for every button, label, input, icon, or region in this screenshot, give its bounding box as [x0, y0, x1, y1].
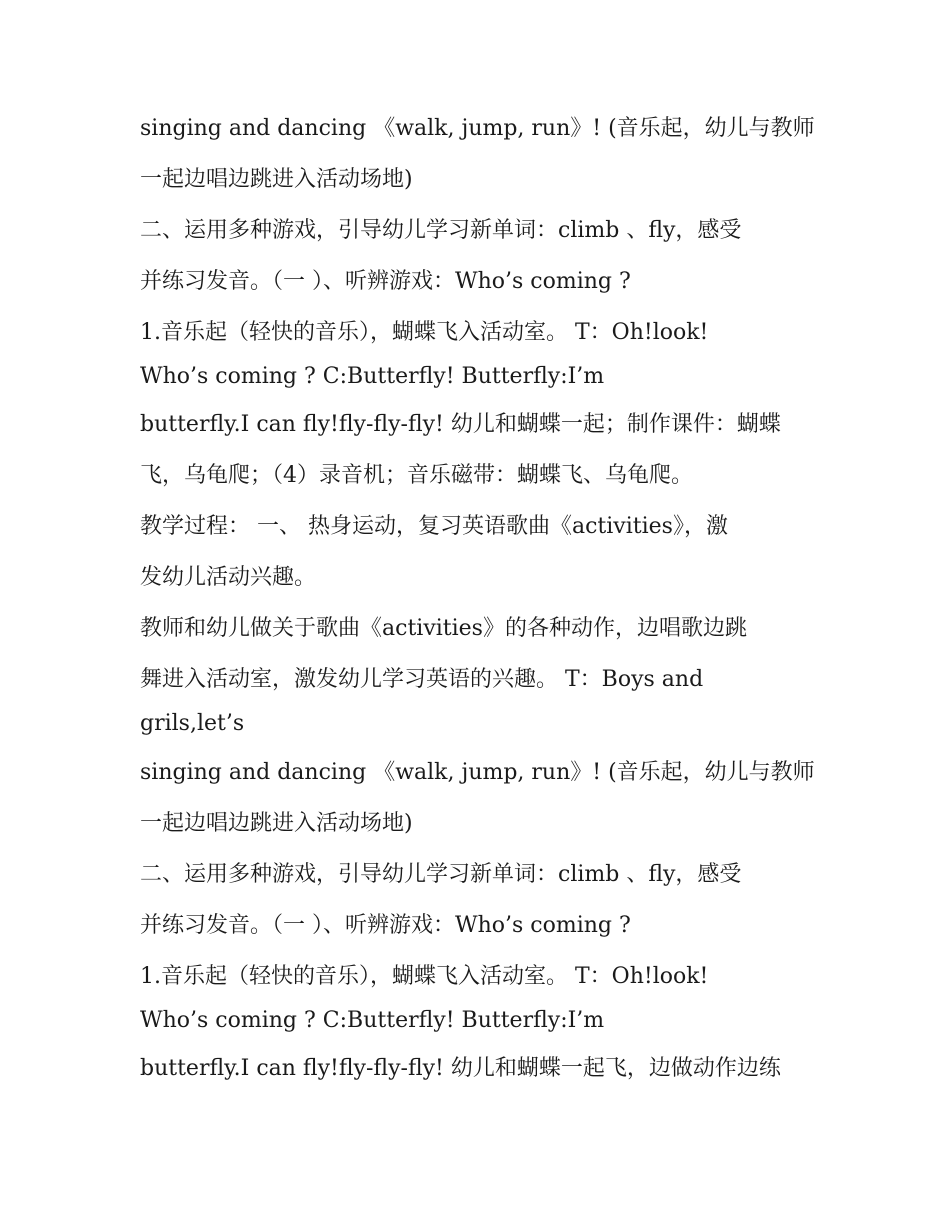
text-line: butterfly.I can fly!fly-fly-fly! 幼儿和蝴蝶一起飞，边做动作边练: [140, 1056, 781, 1081]
text-line: 教学过程： 一、 热身运动，复习英语歌曲《activities》，激: [140, 514, 728, 539]
text-line: 1.音乐起（轻快的音乐），蝴蝶飞入活动室。 T：Oh!look!: [140, 320, 709, 345]
text-line: 一起边唱边跳进入活动场地): [140, 167, 413, 192]
text-line: 二、运用多种游戏，引导幼儿学习新单词：climb 、fly，感受: [140, 862, 742, 887]
text-line: singing and dancing 《walk, jump, run》! (音乐起，幼儿与教师: [140, 116, 815, 141]
text-line: 并练习发音。（一 ）、听辨游戏：Who’s coming ?: [140, 913, 631, 938]
text-line: Who’s coming ? C:Butterfly! Butterfly:I’m: [140, 1008, 605, 1033]
text-line: 舞进入活动室，激发幼儿学习英语的兴趣。 T：Boys and: [140, 667, 704, 692]
text-line: 教师和幼儿做关于歌曲《activities》的各种动作，边唱歌边跳: [140, 616, 747, 641]
text-line: 1.音乐起（轻快的音乐），蝴蝶飞入活动室。 T：Oh!look!: [140, 964, 709, 989]
text-line: singing and dancing 《walk, jump, run》! (音乐起，幼儿与教师: [140, 760, 815, 785]
text-line: 并练习发音。（一 ）、听辨游戏：Who’s coming ?: [140, 269, 631, 294]
text-line: 发幼儿活动兴趣。: [140, 565, 317, 590]
text-line: 一起边唱边跳进入活动场地): [140, 811, 413, 836]
text-line: 飞，乌龟爬；（4）录音机；音乐磁带：蝴蝶飞、乌龟爬。: [140, 463, 693, 488]
text-line: Who’s coming ? C:Butterfly! Butterfly:I’m: [140, 364, 605, 389]
text-line: 二、运用多种游戏，引导幼儿学习新单词：climb 、fly，感受: [140, 218, 742, 243]
text-line: grils,let’s: [140, 711, 245, 736]
text-line: butterfly.I can fly!fly-fly-fly! 幼儿和蝴蝶一起；制作课件：蝴蝶: [140, 412, 781, 437]
